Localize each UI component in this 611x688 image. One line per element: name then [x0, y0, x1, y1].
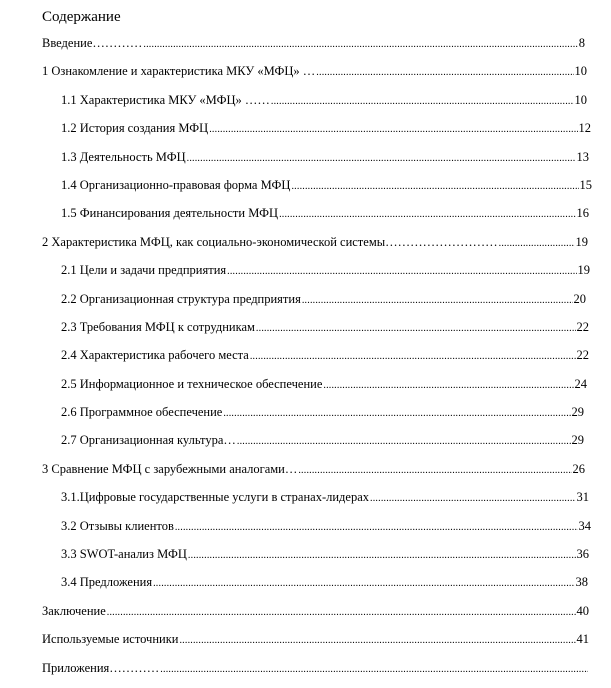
toc-entry-page-number: 29 [571, 433, 584, 448]
toc-entry-page-number: 34 [578, 518, 591, 533]
toc-entry-title: 3.1.Цифровые государственные услуги в странах-лидерах [61, 490, 370, 505]
toc-dot-leader [256, 321, 576, 337]
toc-dot-leader [271, 94, 574, 110]
toc-entry-page-number: 15 [579, 177, 592, 192]
toc-entry-page-number: 10 [574, 92, 587, 107]
toc-dot-leader [223, 406, 570, 422]
toc-dot-leader [179, 633, 575, 649]
toc-entry [0, 149, 589, 177]
toc-entry-title: 1.4 Организационно-правовая форма МФЦ [61, 177, 291, 192]
toc-entry [0, 35, 585, 63]
toc-dot-leader [316, 65, 573, 81]
toc-entry-page-number: 38 [575, 575, 588, 590]
toc-entry-title: 1.1 Характеристика МКУ «МФЦ» …… [61, 92, 270, 107]
toc-entry-title: 3.3 SWOT-анализ МФЦ [61, 547, 187, 562]
toc-dot-leader [298, 463, 571, 479]
toc-entry-title: 2.2 Организационная структура предприятия [61, 291, 301, 306]
toc-entry-page-number: 40 [576, 603, 589, 618]
toc-entry [0, 262, 590, 290]
toc-entry-page-number: 24 [574, 376, 587, 391]
toc-entry-page-number: 19 [577, 263, 590, 278]
toc-entry [0, 546, 589, 574]
toc-entry-title: 3 Сравнение МФЦ с зарубежными аналогами… [42, 461, 298, 476]
toc-entry-page-number: 22 [576, 348, 589, 363]
toc-entry [0, 461, 585, 489]
toc-dot-leader [153, 576, 574, 592]
toc-entry-title: 2.7 Организационная культура… [61, 433, 236, 448]
toc-dot-leader [279, 207, 575, 223]
toc-entry-title: 1.5 Финансирования деятельности МФЦ [61, 206, 279, 221]
toc-entry-page-number: 36 [576, 547, 589, 562]
toc-dot-leader [370, 491, 575, 507]
toc-dot-leader [323, 378, 573, 394]
toc-entry-page-number: 16 [576, 206, 589, 221]
toc-entry-page-number: 13 [576, 149, 589, 164]
toc-entry-title: 3.4 Предложения [61, 575, 153, 590]
toc-entry [0, 660, 589, 688]
toc-entry-title: 1.3 Деятельность МФЦ [61, 149, 186, 164]
toc-entry [0, 603, 589, 631]
toc-dot-leader [187, 151, 576, 167]
toc-dot-leader [188, 548, 576, 564]
toc-entry [0, 63, 587, 91]
toc-entry-page-number: 22 [576, 319, 589, 334]
toc-entry [0, 631, 589, 659]
toc-dot-leader [291, 179, 578, 195]
toc-entry [0, 234, 588, 262]
toc-entry [0, 432, 584, 460]
toc-entry-title: Приложения………… [42, 660, 160, 675]
toc-entry-title: 2 Характеристика МФЦ, как социально-экономической системы……………………… [42, 234, 498, 249]
toc-dot-leader [209, 122, 577, 138]
toc-entry-title: 1 Ознакомление и характеристика МКУ «МФЦ» … [42, 64, 316, 79]
toc-dot-leader [107, 605, 576, 621]
toc-entry [0, 205, 589, 233]
toc-entry-page-number: 31 [576, 490, 589, 505]
toc-dot-leader [175, 520, 578, 536]
toc-entry-title: 2.6 Программное обеспечение [61, 405, 223, 420]
toc-dot-leader [237, 434, 571, 450]
toc-entry [0, 489, 589, 517]
toc-dot-leader [227, 264, 576, 280]
toc-entry-page-number: 8 [578, 36, 585, 50]
toc-dot-leader [143, 37, 577, 53]
toc-entry [0, 92, 587, 120]
toc-entry-page-number: 29 [571, 405, 584, 420]
toc-entry-title: Используемые источники [42, 632, 179, 647]
toc-entry-title: 3.2 Отзывы клиентов [61, 518, 174, 533]
toc-entry-title: 2.3 Требования МФЦ к сотрудникам [61, 319, 255, 334]
toc-entry-title: Введение………… [42, 36, 143, 50]
toc-entry [0, 120, 591, 148]
toc-entry [0, 574, 588, 602]
toc-dot-leader [250, 349, 576, 365]
toc-dot-leader [302, 293, 573, 309]
toc-entry [0, 404, 584, 432]
toc-entry-title: 2.5 Информационное и техническое обеспечение [61, 376, 323, 391]
toc-dot-leader [160, 662, 588, 678]
toc-entry-page-number: 10 [574, 64, 587, 79]
toc-entry-title: Заключение [42, 603, 106, 618]
toc-entry [0, 177, 592, 205]
toc-entry-page-number: 12 [578, 121, 591, 136]
toc-entry-title: 2.1 Цели и задачи предприятия [61, 263, 227, 278]
toc-entry [0, 376, 587, 404]
toc-entry [0, 319, 589, 347]
toc-entry-page-number: 20 [573, 291, 586, 306]
toc-entry-page-number: 26 [572, 461, 585, 476]
toc-entry [0, 347, 589, 375]
toc-entry-title: 2.4 Характеристика рабочего места [61, 348, 249, 363]
toc-dot-leader [499, 236, 575, 252]
toc-entry-page-number: 41 [576, 632, 589, 647]
toc-entry-page-number: 19 [575, 234, 588, 249]
toc-entry-title: 1.2 История создания МФЦ [61, 121, 209, 136]
toc-title: Содержание [42, 9, 121, 25]
toc-entry [0, 518, 591, 546]
toc-entry [0, 291, 586, 319]
toc-list [0, 35, 611, 688]
